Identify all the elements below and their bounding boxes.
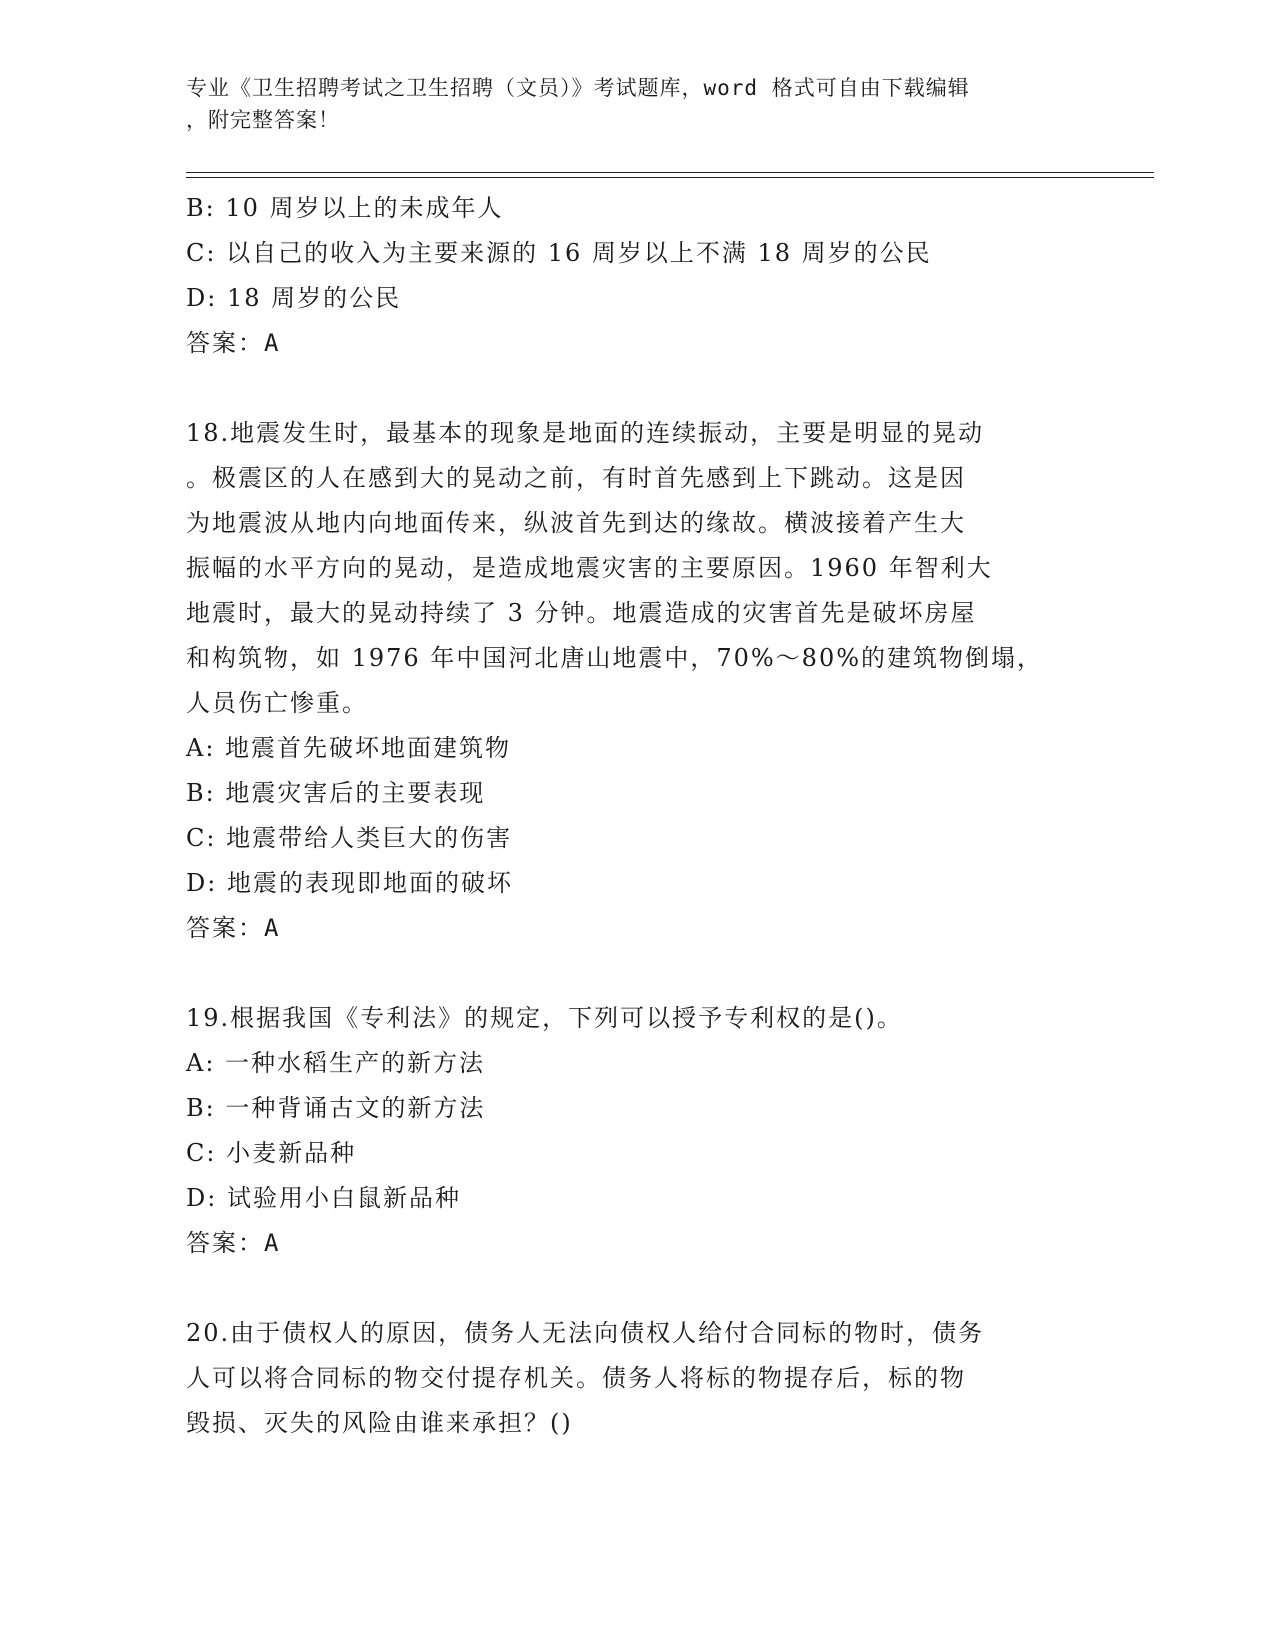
question-content: [186, 186, 1066, 1446]
page-header: [186, 72, 1066, 136]
question-stem-line: 振幅的水平方向的晃动，是造成地震灾害的主要原因。1960 年智利大: [186, 554, 993, 582]
previous-question-tail: [186, 186, 1066, 366]
question-stem-line: 19.根据我国《专利法》的规定，下列可以授予专利权的是()。: [186, 1004, 903, 1032]
question-stem-line: 毁损、灭失的风险由谁来承担？(): [186, 1409, 573, 1437]
question-stem-line: 人员伤亡惨重。: [186, 689, 368, 717]
question-stem-line: 人可以将合同标的物交付提存机关。债务人将标的物提存后，标的物: [186, 1364, 966, 1392]
question-18: [186, 411, 1066, 951]
option-b: B: 10 周岁以上的未成年人: [186, 194, 504, 222]
option-c: C: 小麦新品种: [186, 1139, 357, 1167]
question-stem-line: 和构筑物，如 1976 年中国河北唐山地震中，70%～80%的建筑物倒塌，: [186, 644, 1044, 672]
header-divider-bottom: [186, 177, 1154, 178]
option-d: D: 18 周岁的公民: [186, 284, 402, 312]
option-d: D: 地震的表现即地面的破坏: [186, 869, 513, 897]
header-line-1: 专业《卫生招聘考试之卫生招聘（文员）》考试题库，word 格式可自由下载编辑: [186, 76, 970, 100]
question-20: [186, 1311, 1066, 1446]
option-c: C: 以自己的收入为主要来源的 16 周岁以上不满 18 周岁的公民: [186, 239, 932, 267]
option-b: B: 一种背诵古文的新方法: [186, 1094, 486, 1122]
answer: 答案：A: [186, 914, 281, 942]
question-stem-line: 地震时，最大的晃动持续了 3 分钟。地震造成的灾害首先是破坏房屋: [186, 599, 977, 627]
option-c: C: 地震带给人类巨大的伤害: [186, 824, 513, 852]
question-stem-line: 20.由于债权人的原因，债务人无法向债权人给付合同标的物时，债务: [186, 1319, 985, 1347]
option-a: A: 一种水稻生产的新方法: [186, 1049, 486, 1077]
answer: 答案：A: [186, 329, 281, 357]
header-line-2: ，附完整答案！: [186, 108, 340, 132]
option-a: A: 地震首先破坏地面建筑物: [186, 734, 512, 762]
header-divider-top: [186, 172, 1154, 173]
answer: 答案：A: [186, 1229, 281, 1257]
option-d: D: 试验用小白鼠新品种: [186, 1184, 461, 1212]
question-19: [186, 996, 1066, 1266]
question-stem-line: 18.地震发生时，最基本的现象是地面的连续振动，主要是明显的晃动: [186, 419, 985, 447]
option-b: B: 地震灾害后的主要表现: [186, 779, 486, 807]
question-stem-line: 为地震波从地内向地面传来，纵波首先到达的缘故。横波接着产生大: [186, 509, 966, 537]
question-stem-line: 。极震区的人在感到大的晃动之前，有时首先感到上下跳动。这是因: [186, 464, 966, 492]
